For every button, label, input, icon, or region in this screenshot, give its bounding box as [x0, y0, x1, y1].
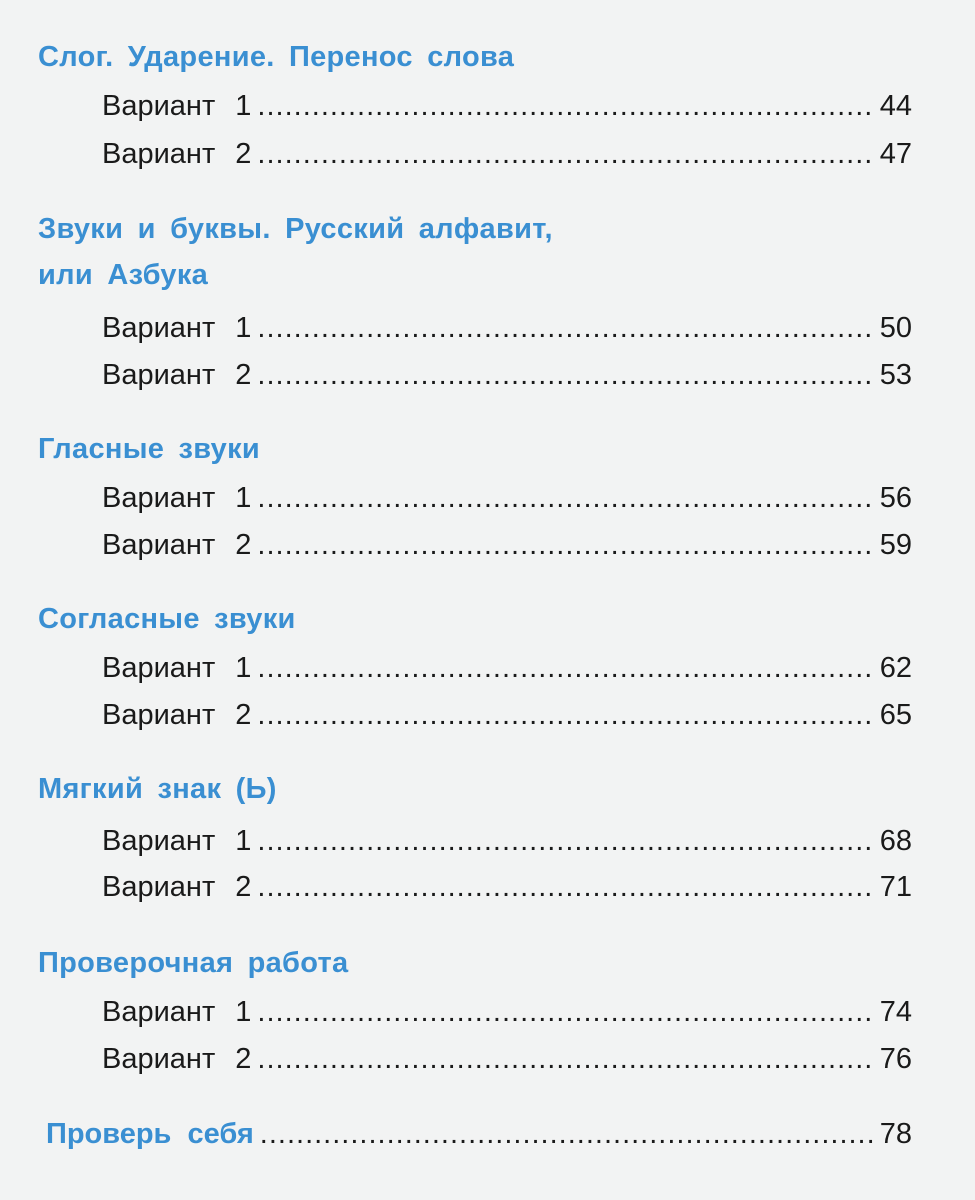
page-number: 47	[879, 138, 912, 170]
dot-leader	[257, 357, 873, 393]
page-number: 62	[879, 652, 912, 684]
entry-label: Проверь себя	[46, 1118, 254, 1150]
entry-label: Вариант 2	[102, 699, 252, 731]
page-number: 74	[879, 996, 912, 1028]
toc-entry[interactable]	[102, 527, 912, 563]
dot-leader	[257, 650, 873, 686]
page-number: 50	[879, 312, 912, 344]
toc-entry[interactable]	[102, 136, 912, 172]
section-title: Согласные звуки	[38, 603, 296, 635]
entry-label: Вариант 1	[102, 482, 252, 514]
page-number: 65	[879, 699, 912, 731]
dot-leader	[257, 1041, 873, 1077]
toc-entry[interactable]	[102, 480, 912, 516]
dot-leader	[257, 697, 873, 733]
toc-entry[interactable]	[102, 357, 912, 393]
toc-entry[interactable]	[102, 310, 912, 346]
dot-leader	[257, 823, 873, 859]
dot-leader	[257, 527, 873, 563]
entry-label: Вариант 1	[102, 825, 252, 857]
toc-entry-check-yourself[interactable]	[46, 1116, 912, 1152]
page-number: 68	[879, 825, 912, 857]
section-title: Проверочная работа	[38, 947, 349, 979]
entry-label: Вариант 2	[102, 138, 252, 170]
entry-label: Вариант 2	[102, 1043, 252, 1075]
section-title-continued: или Азбука	[38, 259, 209, 291]
toc-entry[interactable]	[102, 650, 912, 686]
page-number: 56	[879, 482, 912, 514]
dot-leader	[257, 480, 873, 516]
entry-label: Вариант 2	[102, 529, 252, 561]
toc-entry[interactable]	[102, 823, 912, 859]
section-title: Гласные звуки	[38, 433, 261, 465]
page-number: 59	[879, 529, 912, 561]
section-title: Мягкий знак (Ь)	[38, 773, 277, 805]
dot-leader	[257, 869, 873, 905]
dot-leader	[257, 136, 873, 172]
section-title: Звуки и буквы. Русский алфавит,	[38, 213, 553, 245]
entry-label: Вариант 2	[102, 359, 252, 391]
toc-entry[interactable]	[102, 697, 912, 733]
toc-entry[interactable]	[102, 994, 912, 1030]
entry-label: Вариант 1	[102, 90, 252, 122]
entry-label: Вариант 1	[102, 652, 252, 684]
entry-label: Вариант 1	[102, 312, 252, 344]
page-number: 78	[879, 1118, 912, 1150]
entry-label: Вариант 2	[102, 871, 252, 903]
page-number: 53	[879, 359, 912, 391]
toc-entry[interactable]	[102, 88, 912, 124]
section-title: Слог. Ударение. Перенос слова	[38, 41, 515, 73]
entry-label: Вариант 1	[102, 996, 252, 1028]
dot-leader	[257, 310, 873, 346]
dot-leader	[260, 1116, 874, 1152]
toc-entry[interactable]	[102, 1041, 912, 1077]
dot-leader	[257, 88, 873, 124]
toc-entry[interactable]	[102, 869, 912, 905]
dot-leader	[257, 994, 873, 1030]
page-number: 44	[879, 90, 912, 122]
page-number: 76	[879, 1043, 912, 1075]
page-number: 71	[879, 871, 912, 903]
